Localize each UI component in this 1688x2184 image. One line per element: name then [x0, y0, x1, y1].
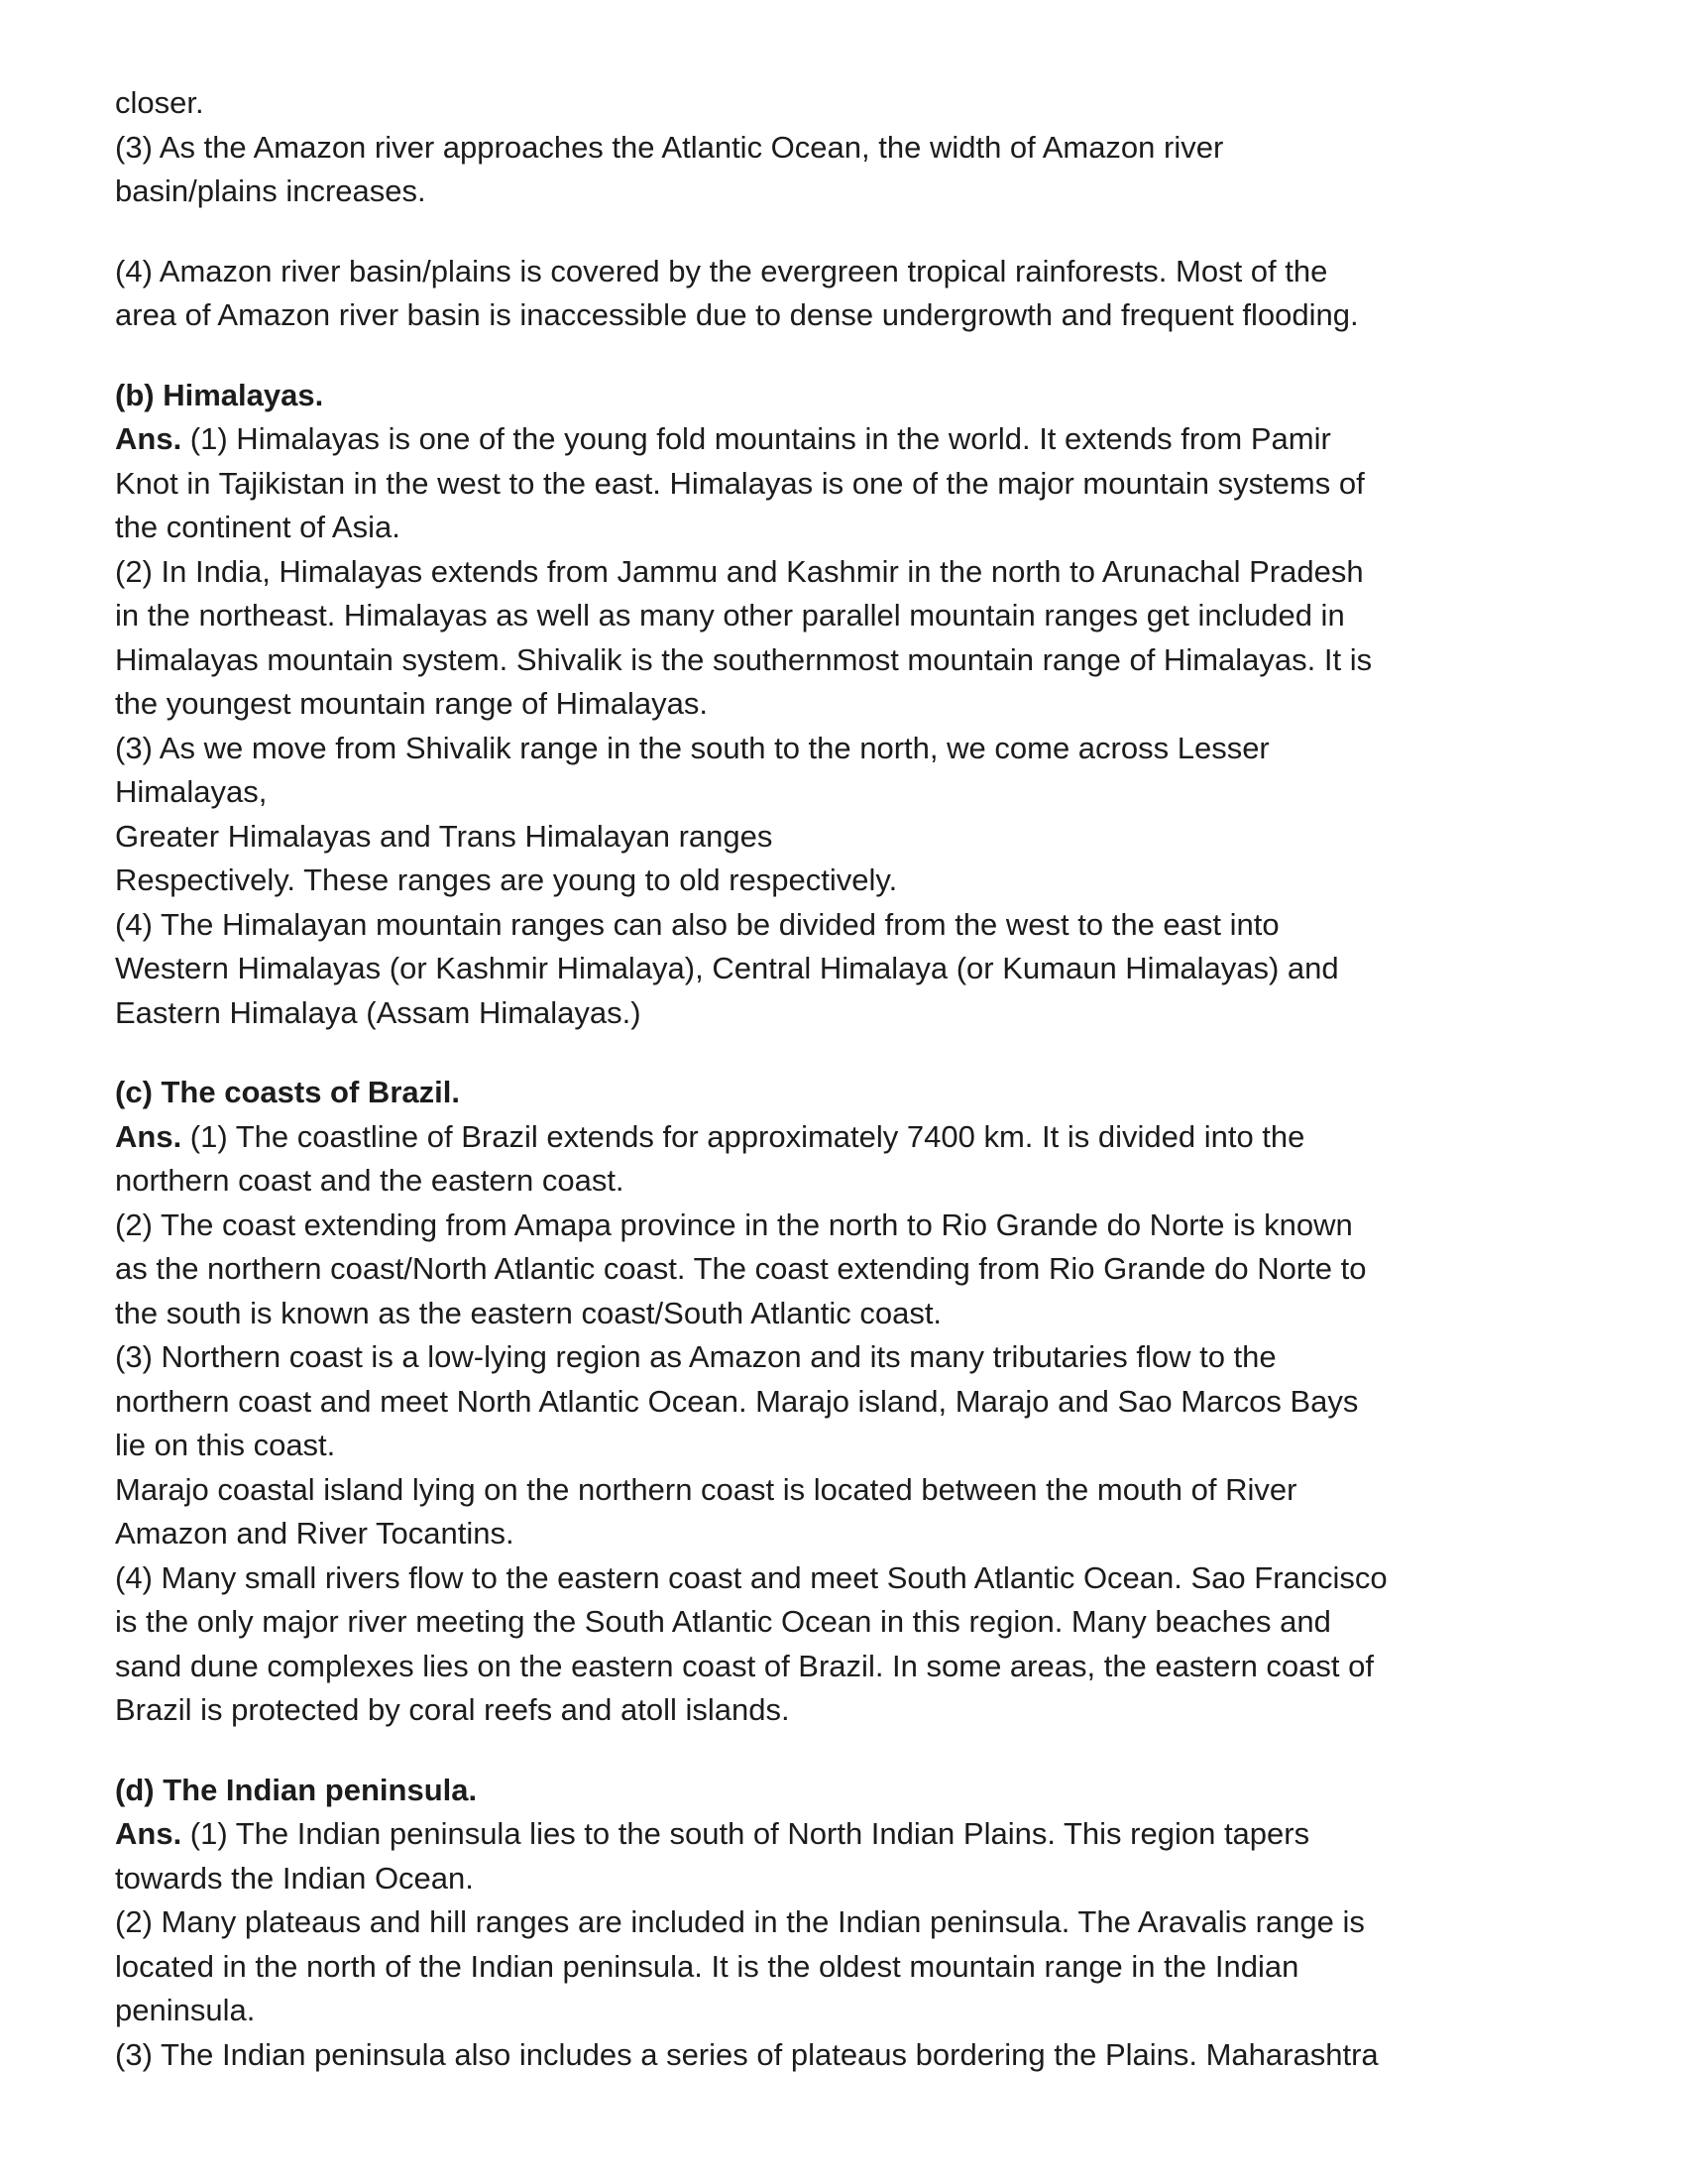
text-line: Greater Himalayas and Trans Himalayan ranges — [115, 818, 773, 854]
text-line: area of Amazon river basin is inaccessible due to dense undergrowth and frequent flooding. — [115, 297, 1359, 332]
text-line: Marajo coastal island lying on the northern coast is located between the mouth of River — [115, 1471, 1297, 1507]
ans-label: Ans. — [115, 1816, 182, 1851]
answer-first-line — [115, 417, 1602, 462]
text-line: (2) The coast extending from Amapa province in the north to Rio Grande do Norte is known — [115, 1207, 1353, 1242]
text-line: Amazon and River Tocantins. — [115, 1516, 514, 1551]
text-line: (3) The Indian peninsula also includes a series of plateaus bordering the Plains. Maharashtra — [115, 2036, 1379, 2072]
text-line: the continent of Asia. — [115, 510, 400, 544]
text-line: Himalayas mountain system. Shivalik is the southernmost mountain range of Himalayas. It is — [115, 641, 1373, 677]
text-line: in the northeast. Himalayas as well as many other parallel mountain ranges get included in — [115, 598, 1345, 632]
answer-text: (1) The coastline of Brazil extends for approximately 7400 km. It is divided into the — [181, 1118, 1305, 1154]
text-line: the south is known as the eastern coast/South Atlantic coast. — [115, 1295, 943, 1330]
text-line: (3) As the Amazon river approaches the Atlantic Ocean, the width of Amazon river — [115, 129, 1224, 165]
text-line: closer. — [115, 85, 204, 120]
text-line: (4) Many small rivers flow to the eastern coast and meet South Atlantic Ocean. Sao Francisco — [115, 1559, 1388, 1595]
answer-text: (1) The Indian peninsula lies to the south of North Indian Plains. This region tapers — [181, 1816, 1310, 1851]
section-heading: (d) The Indian peninsula. — [115, 1772, 478, 1807]
answer-text: (1) Himalayas is one of the young fold mountains in the world. It extends from Pamir — [181, 421, 1331, 456]
text-line: Western Himalayas (or Kashmir Himalaya), Central Himalaya (or Kumaun Himalayas) and — [115, 951, 1339, 985]
section-coasts-of-brazil — [115, 1071, 1602, 1733]
text-line: lie on this coast. — [115, 1428, 336, 1462]
text-line: located in the north of the Indian peninsula. It is the oldest mountain range in the Indian — [115, 1948, 1299, 1984]
document-page — [115, 81, 1602, 2077]
text-line: Respectively. These ranges are young to old respectively. — [115, 862, 898, 897]
text-line: (3) Northern coast is a low-lying region as Amazon and its many tributaries flow to the — [115, 1339, 1277, 1374]
answer-first-line — [115, 1115, 1602, 1160]
intro-paragraph — [115, 81, 1602, 214]
text-line: peninsula. — [115, 1993, 256, 2027]
text-line: sand dune complexes lies on the eastern coast of Brazil. In some areas, the eastern coast of — [115, 1648, 1374, 1683]
text-line: northern coast and the eastern coast. — [115, 1163, 624, 1198]
text-line: (3) As we move from Shivalik range in the south to the north, we come across Lesser — [115, 730, 1270, 765]
text-line: Himalayas, — [115, 774, 268, 809]
text-line: basin/plains increases. — [115, 173, 426, 208]
text-line: towards the Indian Ocean. — [115, 1860, 474, 1896]
text-line: (2) In India, Himalayas extends from Jammu and Kashmir in the north to Arunachal Pradesh — [115, 553, 1364, 589]
text-line: the youngest mountain range of Himalayas. — [115, 686, 708, 721]
text-line: (4) The Himalayan mountain ranges can also be divided from the west to the east into — [115, 906, 1280, 942]
text-line: as the northern coast/North Atlantic coast. The coast extending from Rio Grande do Norte to — [115, 1251, 1367, 1286]
text-line: Eastern Himalaya (Assam Himalayas.) — [115, 994, 641, 1030]
ans-label: Ans. — [115, 1118, 182, 1154]
section-heading: (c) The coasts of Brazil. — [115, 1075, 460, 1109]
text-line: Knot in Tajikistan in the west to the east. Himalayas is one of the major mountain systems of — [115, 465, 1365, 501]
text-line: northern coast and meet North Atlantic Ocean. Marajo island, Marajo and Sao Marcos Bays — [115, 1383, 1359, 1419]
ans-label: Ans. — [115, 421, 182, 456]
text-line: Brazil is protected by coral reefs and atoll islands. — [115, 1692, 790, 1727]
text-line: (4) Amazon river basin/plains is covered by the evergreen tropical rainforests. Most of the — [115, 253, 1328, 288]
intro-paragraph-4 — [115, 250, 1602, 338]
text-line: is the only major river meeting the South Atlantic Ocean in this region. Many beaches and — [115, 1604, 1331, 1639]
section-indian-peninsula — [115, 1769, 1602, 2078]
text-line: (2) Many plateaus and hill ranges are included in the Indian peninsula. The Aravalis range is — [115, 1904, 1365, 1939]
answer-first-line — [115, 1812, 1602, 1857]
section-himalayas — [115, 374, 1602, 1036]
section-heading: (b) Himalayas. — [115, 377, 324, 412]
